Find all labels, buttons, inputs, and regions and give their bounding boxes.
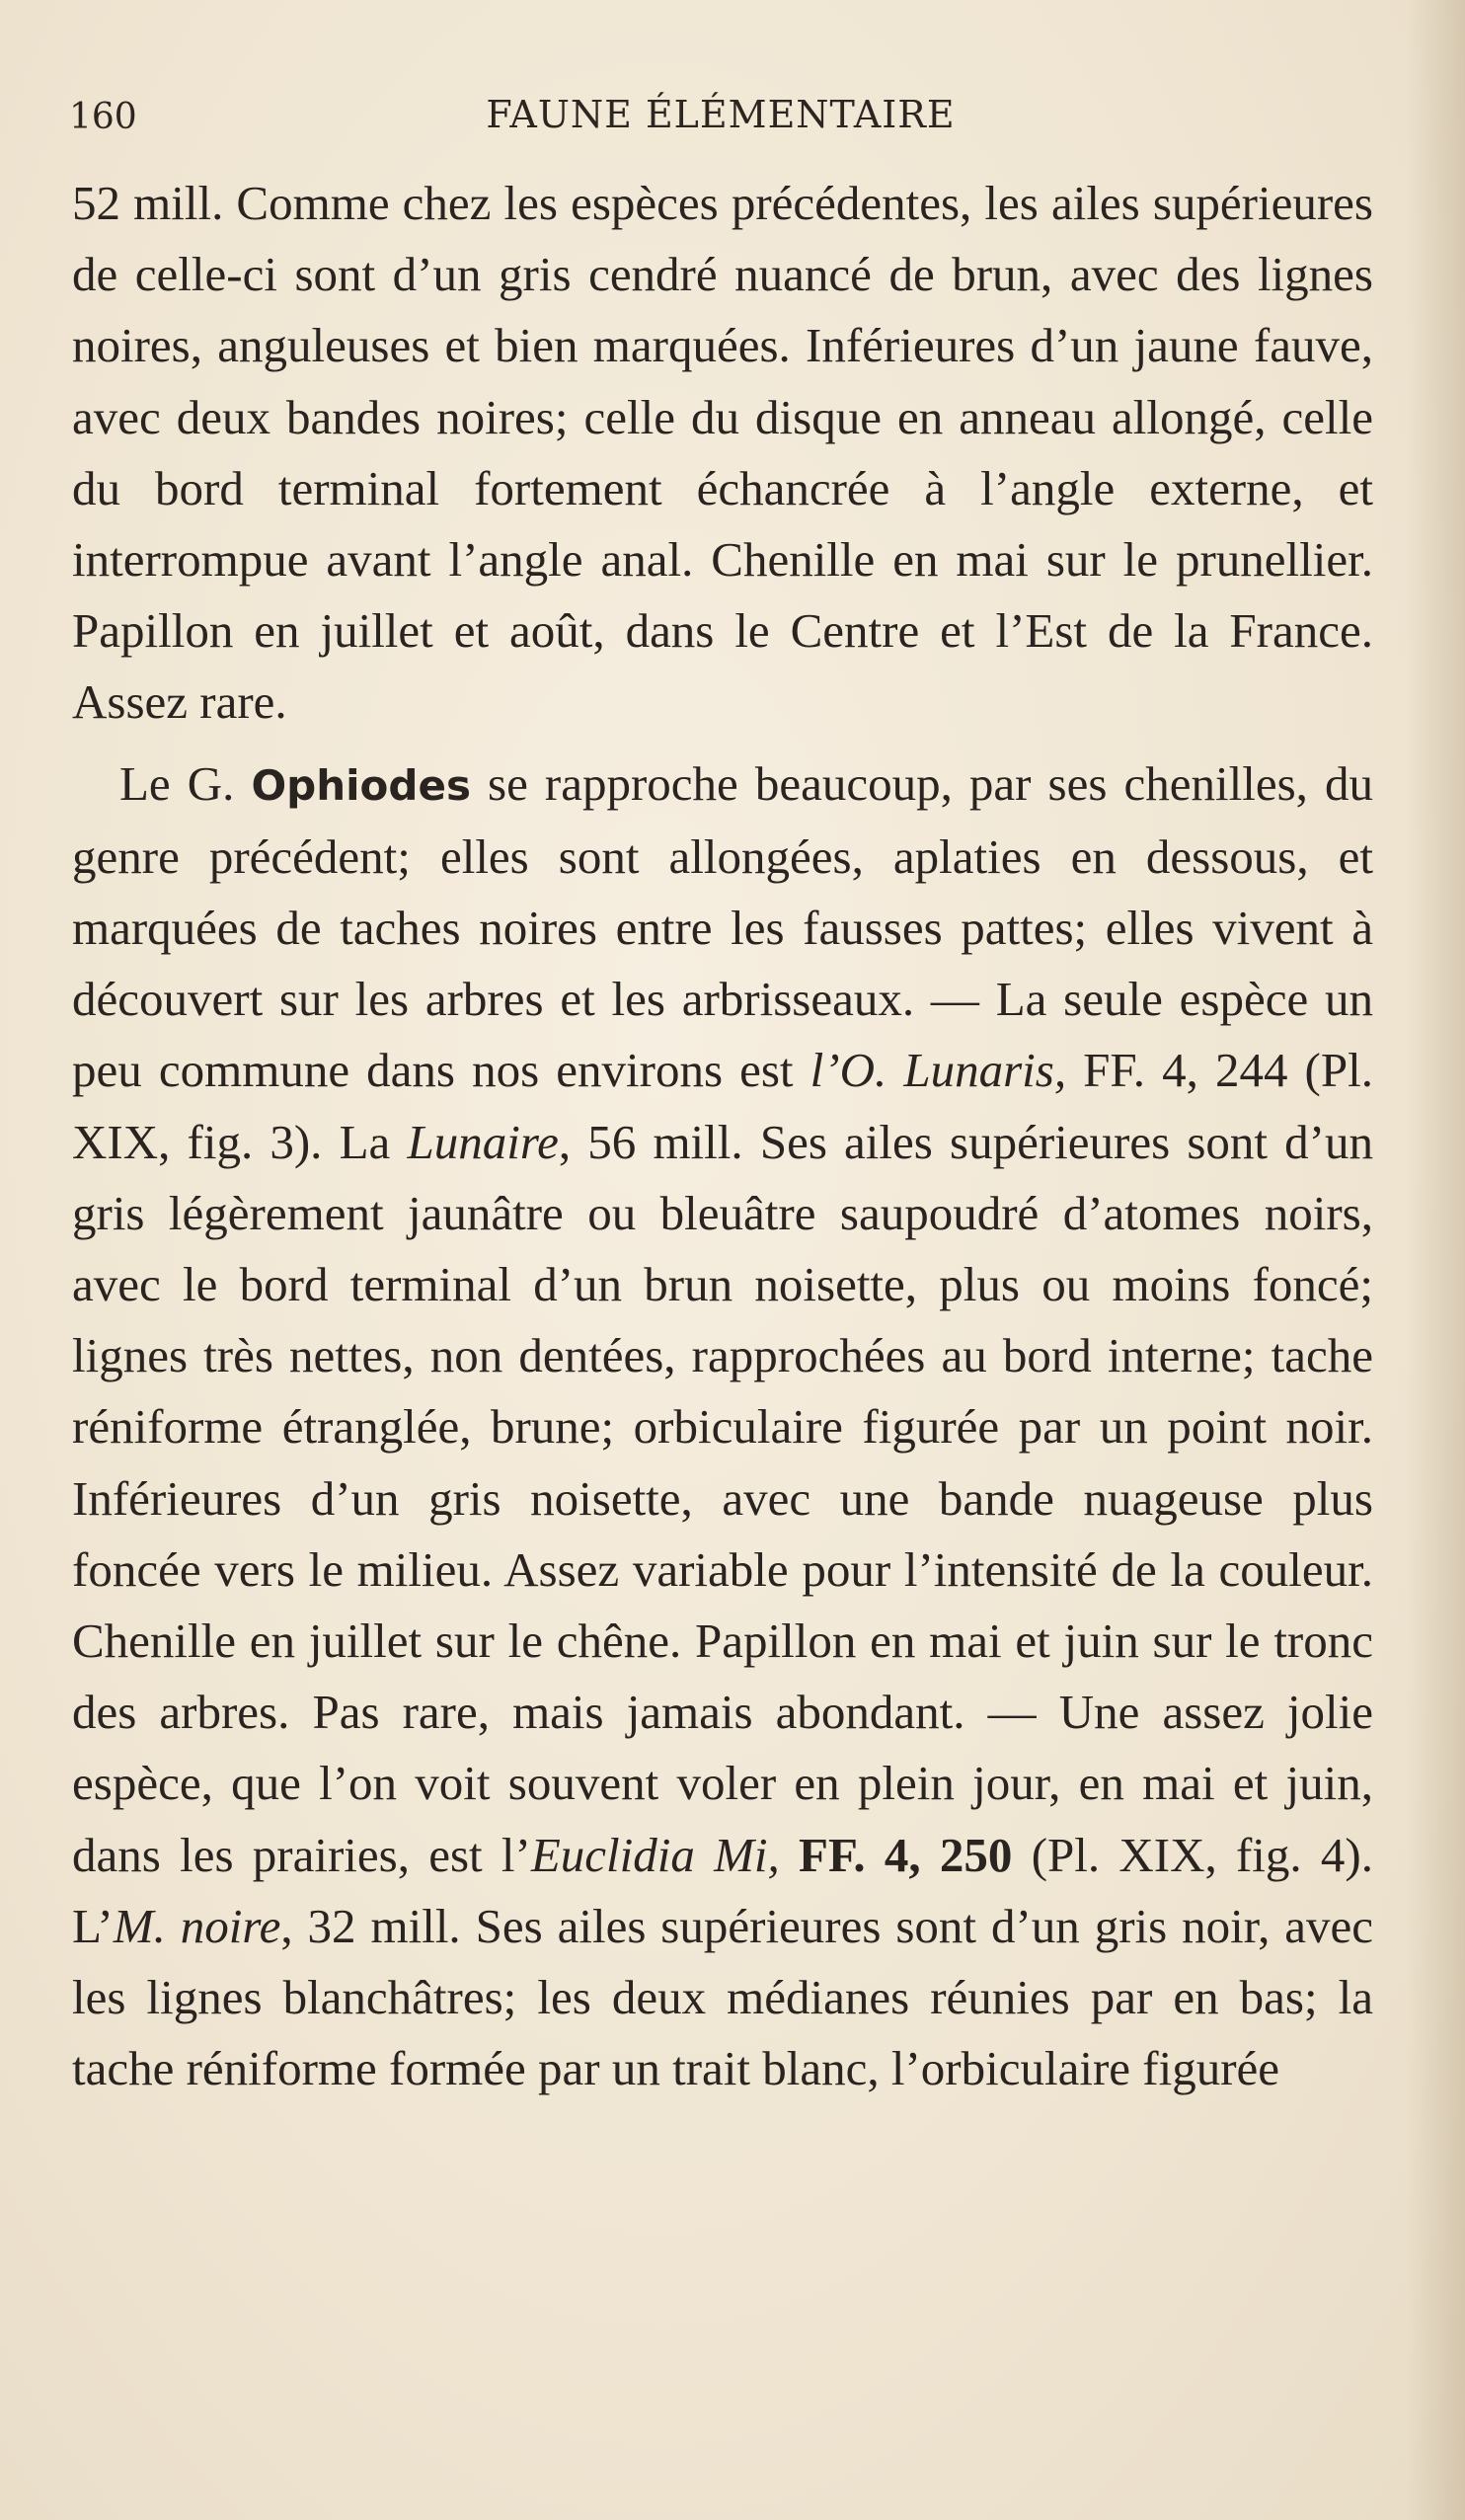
page-header bbox=[69, 87, 1372, 146]
species-name: Euclidia Mi, bbox=[530, 1827, 780, 1882]
common-name: noire bbox=[165, 1898, 281, 1953]
genus-name: Ophiodes bbox=[251, 760, 471, 810]
common-name: Lunaire bbox=[407, 1114, 559, 1169]
text-segment: se rapproche beaucoup, par ses chenilles, du genre précédent; elles sont allongées, aplaties en dessous, et marquées de taches noires entre les fausses pattes; elles vivent à découvert sur les arbres et les arbrisseaux. — La seule espèce un peu commune dans nos environs est bbox=[72, 755, 1373, 1098]
common-name-abbrev: M. bbox=[113, 1898, 166, 1953]
paragraph-2 bbox=[72, 748, 1373, 2105]
species-name: l’O. Lunaris, bbox=[810, 1043, 1067, 1098]
text-segment: FF. 4, 244 (Pl. XIX, fig. 3). La bbox=[72, 1043, 1373, 1169]
paragraph-1: 52 mill. Comme chez les espèces précédentes, les ailes supérieures de celle-ci sont d’un gris cendré nuancé de brun, avec des lignes noires, anguleuses et bien marquées. Inférieures d’un jaune fauve, avec deux bandes noires; celle du disque en anneau allongé, celle du bord terminal fortement échancrée à l’angle externe, et interrompue avant l’angle anal. Chenille en mai sur le prunellier. Papillon en juillet et août, dans le Centre et l’Est de la France. Assez rare. bbox=[72, 176, 1373, 730]
text-segment: , 56 mill. Ses ailes supérieures sont d’un gris légèrement jaunâtre ou bleuâtre saupoudré d’atomes noirs, avec le bord terminal d’un brun noisette, plus ou moins foncé; lignes très nettes, non dentées, rapprochées au bord interne; tache réniforme étranglée, brune; orbiculaire figurée par un point noir. Inférieures d’un gris noisette, avec une bande nuageuse plus foncée vers le milieu. Assez variable pour l’intensité de la couleur. Chenille en juillet sur le chêne. Papillon en mai et juin sur le tronc des arbres. Pas rare, mais jamais abondant. — Une assez jolie espèce, que l’on voit souvent voler en plein jour, en mai et juin, dans les prairies, est l’ bbox=[72, 1114, 1373, 1882]
text-segment: (Pl. XIX, fig. 4). L’ bbox=[72, 1827, 1373, 1953]
text-segment: Le G. bbox=[119, 755, 252, 811]
reference: FF. 4, 250 bbox=[779, 1827, 1013, 1882]
text-segment: , 32 mill. Ses ailes supérieures sont d’un gris noir, avec les lignes blanchâtres; les deux médianes réunies par en bas; la tache réniforme formée par un trait blanc, l’orbiculaire figurée bbox=[72, 1898, 1373, 2096]
body-text bbox=[72, 168, 1373, 2104]
page-number: 160 bbox=[69, 97, 137, 137]
running-title: FAUNE ÉLÉMENTAIRE bbox=[486, 93, 956, 136]
